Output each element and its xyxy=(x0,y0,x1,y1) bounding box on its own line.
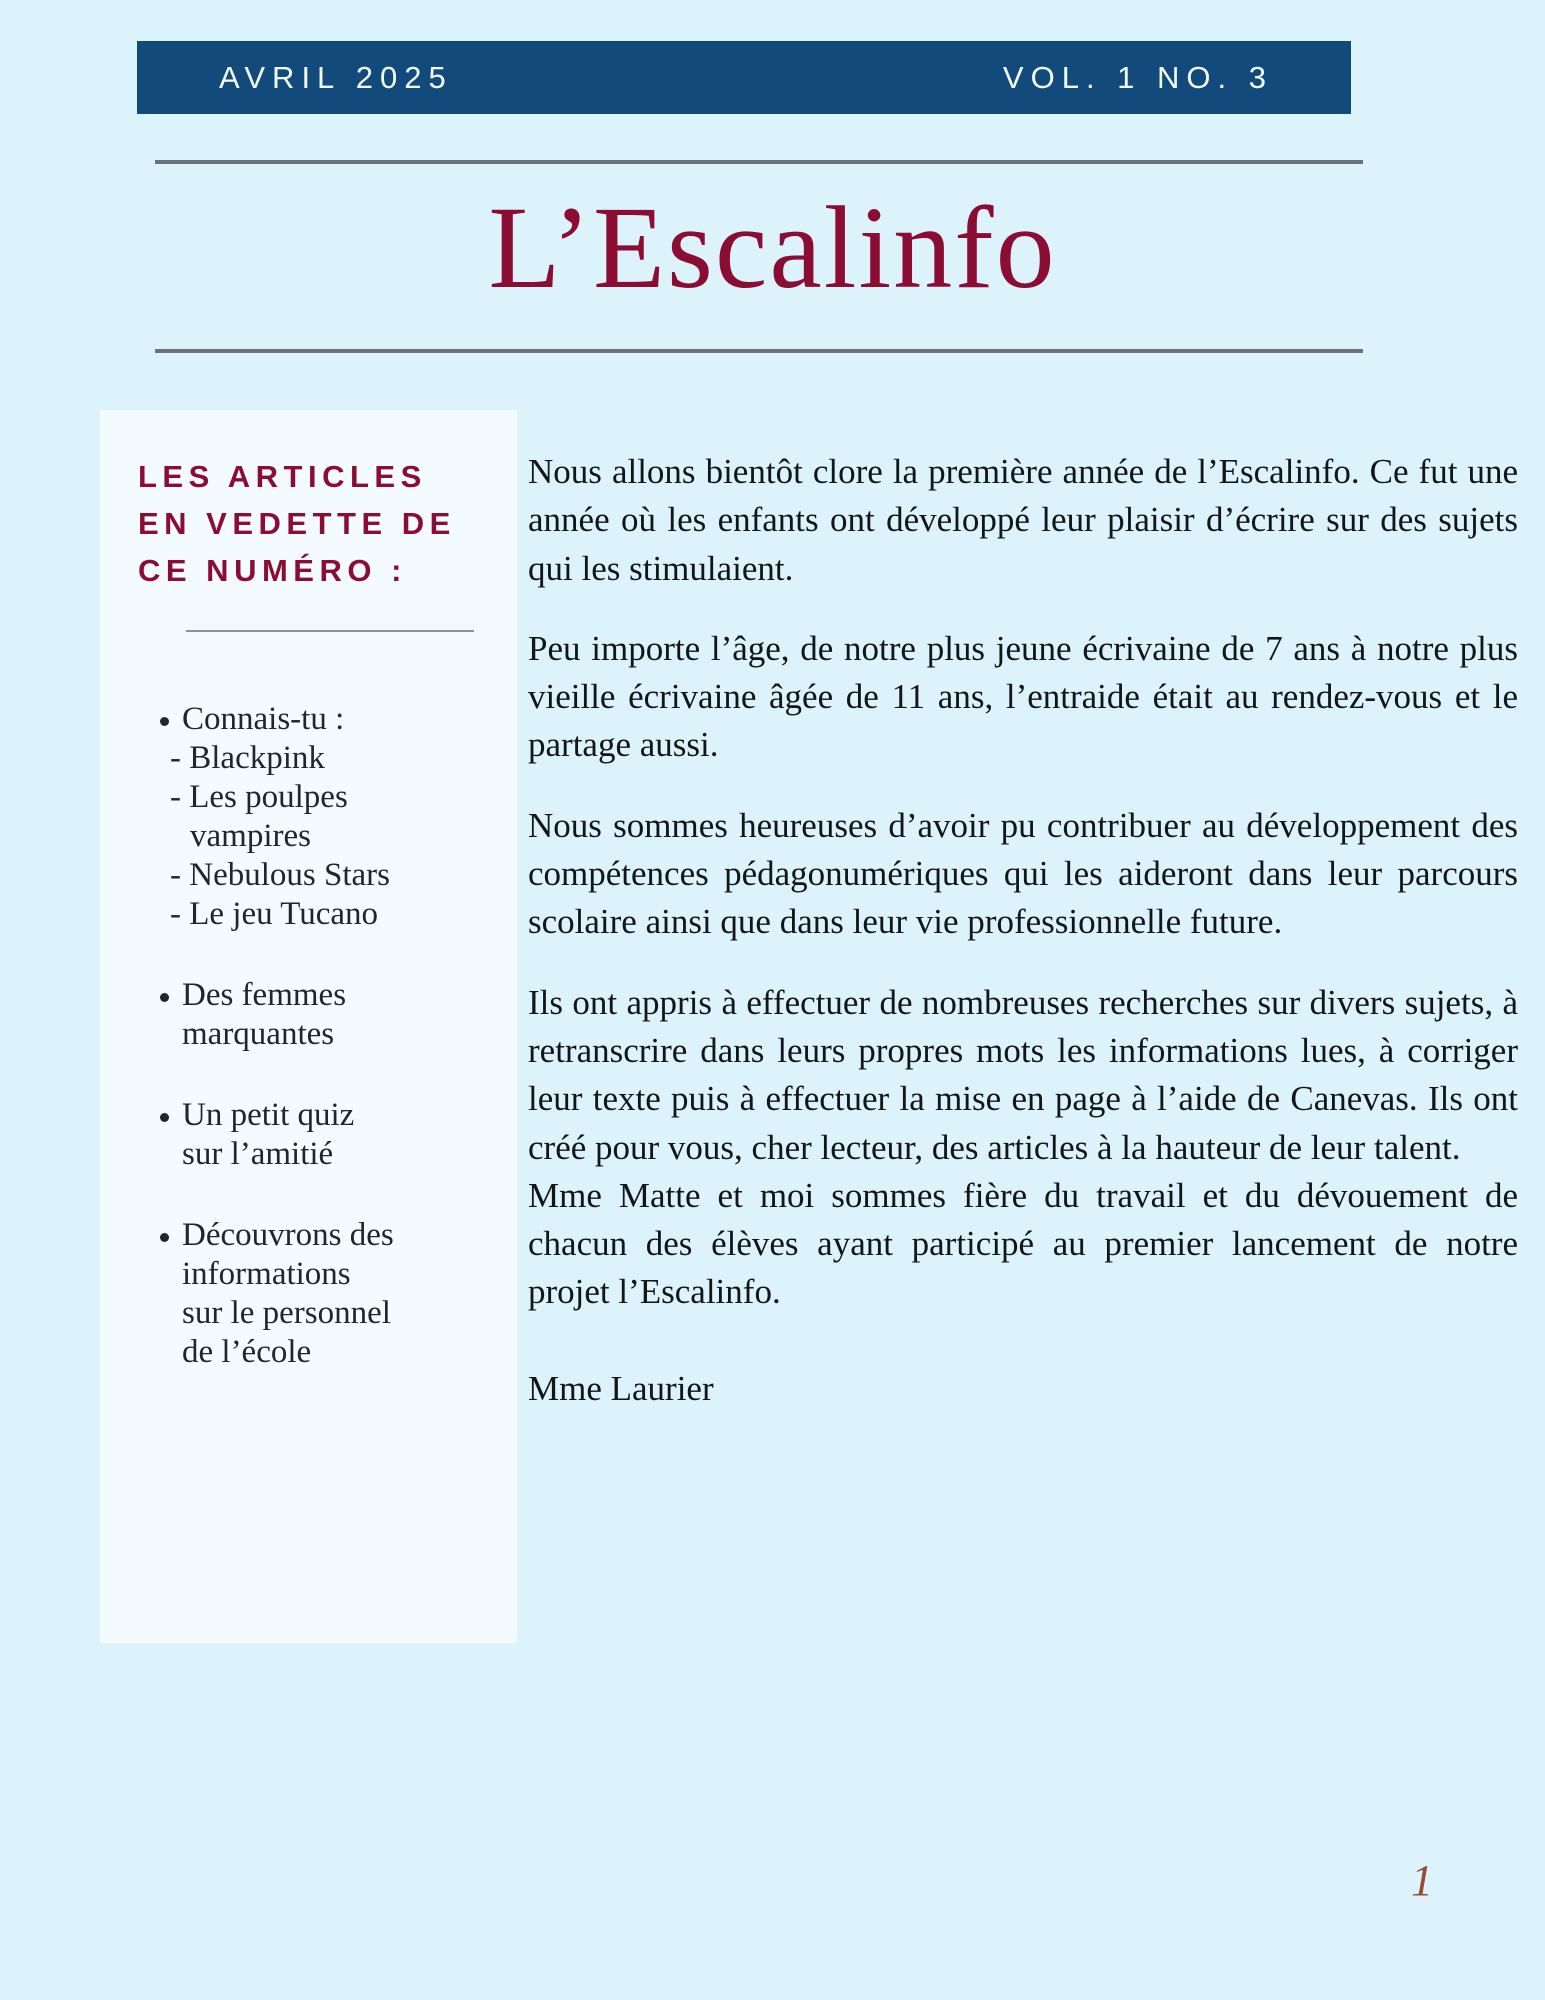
list-item xyxy=(138,700,483,934)
sidebar-divider xyxy=(186,630,474,632)
title-rule-top xyxy=(155,160,1363,164)
sidebar-heading: LES ARTICLES EN VEDETTE DE CE NUMÉRO : xyxy=(138,459,456,589)
editorial-paragraph: Nous allons bientôt clore la première année de l’Escalinfo. Ce fut une année où les enfants ont développé leur plaisir d’écrire sur des sujets qui les stimulaient. xyxy=(528,452,1518,588)
list-subitem-label: - Le jeu Tucano xyxy=(170,896,379,933)
list-subitem-label: - Blackpink xyxy=(170,740,325,777)
list-item-label: Connais-tu : xyxy=(138,700,483,739)
masthead-bar xyxy=(137,41,1351,114)
list-subitem-label: - Les poulpes xyxy=(170,779,348,816)
editorial-paragraph: Ils ont appris à effectuer de nombreuses recherches sur divers sujets, à retranscrire dans leurs propres mots les informations lues, à corriger leur texte puis à effectuer la mise en page à l’aide de Canevas. Ils ont créé pour vous, cher lecteur, des articles à la hauteur de leur talent. xyxy=(528,982,1518,1167)
editorial-paragraph: Peu importe l’âge, de notre plus jeune écrivaine de 7 ans à notre plus vieille écrivaine âgée de 11 ans, l’entraide était au rendez-vous et le partage aussi. xyxy=(528,628,1518,765)
list-item-continuation: sur l’amitié xyxy=(182,1135,334,1172)
list-item-continuation: informations xyxy=(182,1255,351,1292)
list-item xyxy=(138,976,483,1054)
page-title: L’Escalinfo xyxy=(488,182,1057,313)
list-item-continuation: sur le personnel xyxy=(182,1294,391,1331)
list-spacer xyxy=(138,934,483,976)
issue-date: AVRIL 2025 xyxy=(219,59,453,95)
list-item-continuation: de l’école xyxy=(182,1333,312,1370)
list-item-label: Découvrons des xyxy=(138,1216,483,1255)
featured-articles-list xyxy=(138,700,483,1371)
list-item-label: Un petit quiz xyxy=(138,1096,483,1135)
list-spacer xyxy=(138,1054,483,1096)
volume-number: VOL. 1 NO. 3 xyxy=(1002,59,1273,95)
list-item-continuation: marquantes xyxy=(182,1015,335,1052)
list-item xyxy=(138,1216,483,1372)
editorial-paragraph: Nous sommes heureuses d’avoir pu contribuer au développement des compétences pédagonumériques qui les aideront dans leur parcours scolaire ainsi que dans leur vie professionnelle future. xyxy=(528,805,1518,942)
editorial-signature: Mme Laurier xyxy=(528,1368,714,1408)
featured-articles-sidebar xyxy=(100,410,517,1643)
title-rule-bottom xyxy=(155,349,1363,353)
editorial-column xyxy=(528,448,1518,1413)
list-spacer xyxy=(138,1174,483,1216)
list-subitem-continuation: vampires xyxy=(190,818,311,855)
editorial-paragraph: Mme Matte et moi sommes fière du travail et du dévouement de chacun des élèves ayant participé au premier lancement de notre projet l’Escalinfo. xyxy=(528,1175,1518,1312)
list-item xyxy=(138,1096,483,1174)
list-subitem-label: - Nebulous Stars xyxy=(170,857,390,894)
page-number: 1 xyxy=(1411,1856,1433,1905)
list-item-label: Des femmes xyxy=(138,976,483,1015)
